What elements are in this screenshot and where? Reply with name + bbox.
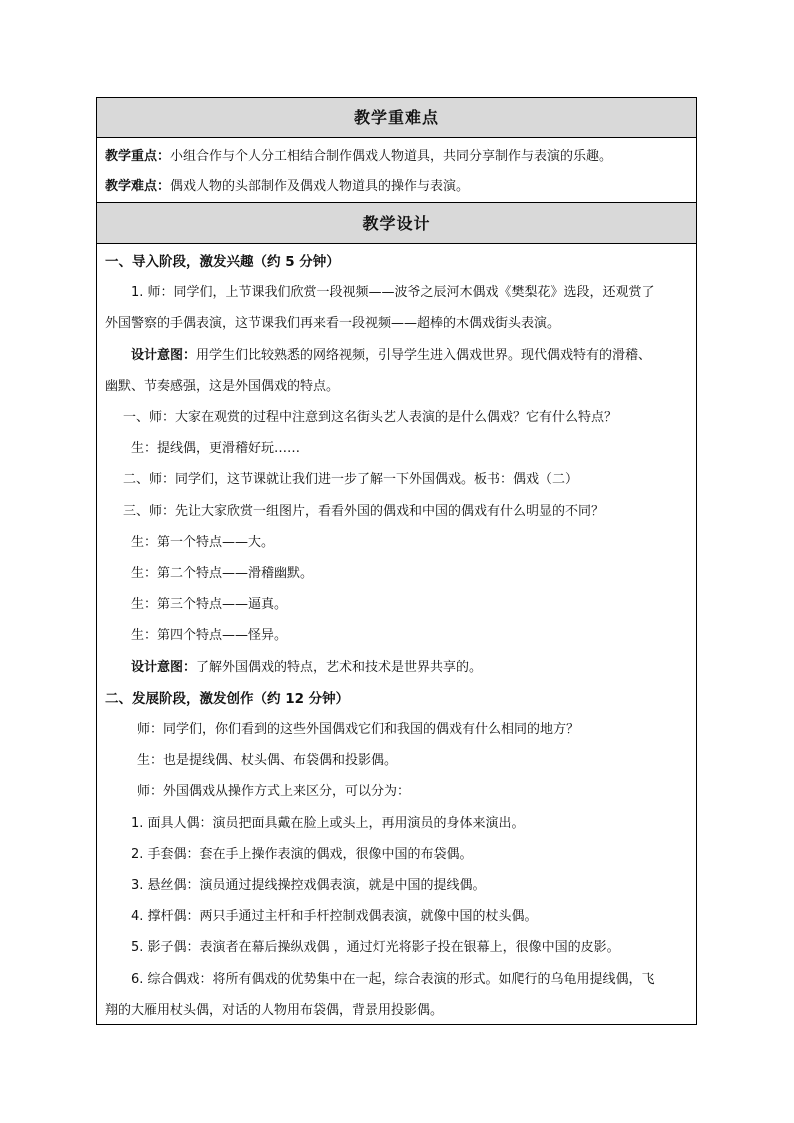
- teacher-line-1: 师：同学们，你们看到的这些外国偶戏它们和我国的偶戏有什么相同的地方？: [137, 722, 580, 737]
- puppet-type-2: 2. 手套偶：套在手上操作表演的偶戏，很像中国的布袋偶。: [131, 847, 473, 862]
- key-point-row: [105, 148, 704, 166]
- lesson-plan-table: [96, 97, 697, 1025]
- section-title-key-points: 教学重难点: [97, 98, 696, 138]
- feature-2: 生：第二个特点——滑稽幽默。: [131, 566, 314, 581]
- puppet-type-6-line-2: 翔的大雁用杖头偶，对话的人物用布袋偶，背景用投影偶。: [105, 1003, 444, 1018]
- paragraph-1-line-1: 1. 师：同学们，上节课我们欣赏一段视频——波爷之辰河木偶戏《樊梨花》选段，还观赏了: [131, 285, 655, 300]
- design-intent-1-text: 用学生们比较熟悉的网络视频，引导学生进入偶戏世界。现代偶戏特有的滑稽、: [196, 348, 652, 363]
- puppet-type-6-line-1: 6. 综合偶戏：将所有偶戏的优势集中在一起，综合表演的形式。如爬行的乌龟用提线偶，飞: [131, 972, 655, 987]
- design-intent-1-line-2: 幽默、节奏感强，这是外国偶戏的特点。: [105, 379, 340, 394]
- answer-1: 生：提线偶，更滑稽好玩……: [131, 441, 301, 456]
- difficult-point-text: 偶戏人物的头部制作及偶戏人物道具的操作与表演。: [170, 179, 470, 194]
- feature-4: 生：第四个特点——怪异。: [131, 628, 288, 643]
- section-title-teaching-design: 教学设计: [97, 202, 696, 244]
- question-2: 二、师：同学们，这节课就让我们进一步了解一下外国偶戏。板书：偶戏（二）: [123, 472, 579, 487]
- paragraph-1-line-2: 外国警察的手偶表演，这节课我们再来看一段视频——超棒的木偶戏街头表演。: [105, 316, 561, 331]
- design-intent-2-text: 了解外国偶戏的特点，艺术和技术是世界共享的。: [196, 660, 483, 675]
- student-line-1: 生：也是提线偶、杖头偶、布袋偶和投影偶。: [137, 753, 398, 768]
- design-intent-1-label: 设计意图：: [131, 348, 197, 363]
- design-intent-2-label: 设计意图：: [131, 660, 197, 675]
- part2-heading: 二、发展阶段，激发创作（约 12 分钟）: [105, 691, 350, 707]
- difficult-point-label: 教学难点：: [105, 179, 171, 194]
- puppet-type-4: 4. 撑杆偶：两只手通过主杆和手杆控制戏偶表演，就像中国的杖头偶。: [131, 909, 538, 924]
- design-intent-2: [131, 659, 730, 677]
- difficult-point-row: [105, 178, 704, 196]
- feature-1: 生：第一个特点——大。: [131, 535, 275, 550]
- puppet-type-5: 5. 影子偶：表演者在幕后操纵戏偶 ，通过灯光将影子投在银幕上，很像中国的皮影。: [131, 940, 620, 955]
- question-1: 一、师：大家在观赏的过程中注意到这名街头艺人表演的是什么偶戏？它有什么特点？: [123, 410, 618, 425]
- key-point-text: 小组合作与个人分工相结合制作偶戏人物道具，共同分享制作与表演的乐趣。: [170, 149, 613, 164]
- question-3: 三、师：先让大家欣赏一组图片，看看外国的偶戏和中国的偶戏有什么明显的不同？: [123, 504, 605, 519]
- key-point-label: 教学重点：: [105, 149, 171, 164]
- puppet-type-3: 3. 悬丝偶：演员通过提线操控戏偶表演，就是中国的提线偶。: [131, 878, 486, 893]
- design-intent-1: [131, 347, 730, 365]
- feature-3: 生：第三个特点——逼真。: [131, 597, 288, 612]
- puppet-type-1: 1. 面具人偶：演员把面具戴在脸上或头上，再用演员的身体来演出。: [131, 816, 525, 831]
- teacher-line-2: 师：外国偶戏从操作方式上来区分，可以分为：: [137, 784, 411, 799]
- part1-heading: 一、导入阶段，激发兴趣（约 5 分钟）: [105, 254, 340, 270]
